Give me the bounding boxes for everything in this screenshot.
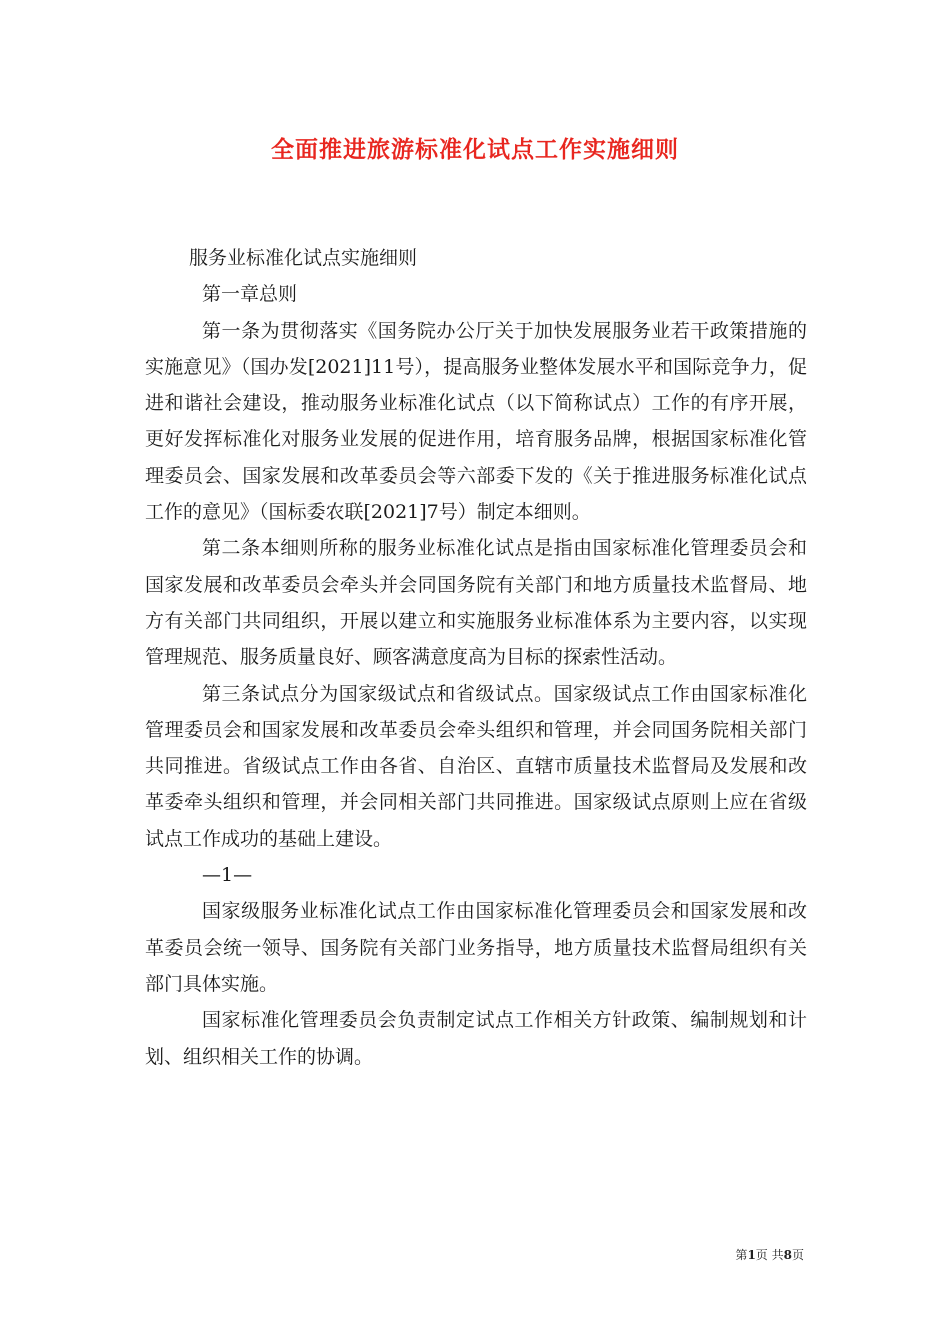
footer-total-pages: 8 (783, 1248, 792, 1262)
article-2-paragraph: 第二条本细则所称的服务业标准化试点是指由国家标准化管理委员会和国家发展和改革委员会牵头并会同国务院有关部门和地方质量技术监督局、地方有关部门共同组织，开展以建立和实施服务业标准体系为主要内容，以实现管理规范、服务质量良好、顾客满意度高为目标的探索性活动。 (145, 537, 807, 669)
inline-page-marker: —1— (202, 864, 253, 887)
footer-prefix: 第 (735, 1248, 748, 1262)
body-paragraph: 国家级服务业标准化试点工作由国家标准化管理委员会和国家发展和改革委员会统一领导、国务院有关部门业务指导，地方质量技术监督局组织有关部门具体实施。 (145, 900, 807, 995)
body-paragraph: 国家标准化管理委员会负责制定试点工作相关方针政策、编制规划和计划、组织相关工作的协调。 (145, 1009, 807, 1068)
footer-page-number: 1 (747, 1248, 756, 1262)
document-body (145, 240, 807, 1075)
footer-middle: 页 共 (755, 1248, 784, 1262)
page-footer (735, 1246, 804, 1263)
document-title: 全面推进旅游标准化试点工作实施细则 (271, 137, 679, 163)
footer-suffix: 页 (791, 1248, 804, 1262)
article-1-paragraph: 第一条为贯彻落实《国务院办公厅关于加快发展服务业若干政策措施的实施意见》（国办发[2021]11号），提高服务业整体发展水平和国际竞争力，促进和谐社会建设，推动服务业标准化试点（以下简称试点）工作的有序开展，更好发挥标准化对服务业发展的促进作用，培育服务品牌，根据国家标准化管理委员会、国家发展和改革委员会等六部委下发的《关于推进服务标准化试点工作的意见》（国标委农联[2021]7号）制定本细则。 (145, 319, 807, 524)
article-3-paragraph: 第三条试点分为国家级试点和省级试点。国家级试点工作由国家标准化管理委员会和国家发展和改革委员会牵头组织和管理，并会同国务院相关部门共同推进。省级试点工作由各省、自治区、直辖市质量技术监督局及发展和改革委牵头组织和管理，并会同相关部门共同推进。国家级试点原则上应在省级试点工作成功的基础上建设。 (145, 682, 807, 850)
chapter-heading: 第一章总则 (202, 283, 298, 306)
subtitle-paragraph: 服务业标准化试点实施细则 (189, 247, 418, 269)
